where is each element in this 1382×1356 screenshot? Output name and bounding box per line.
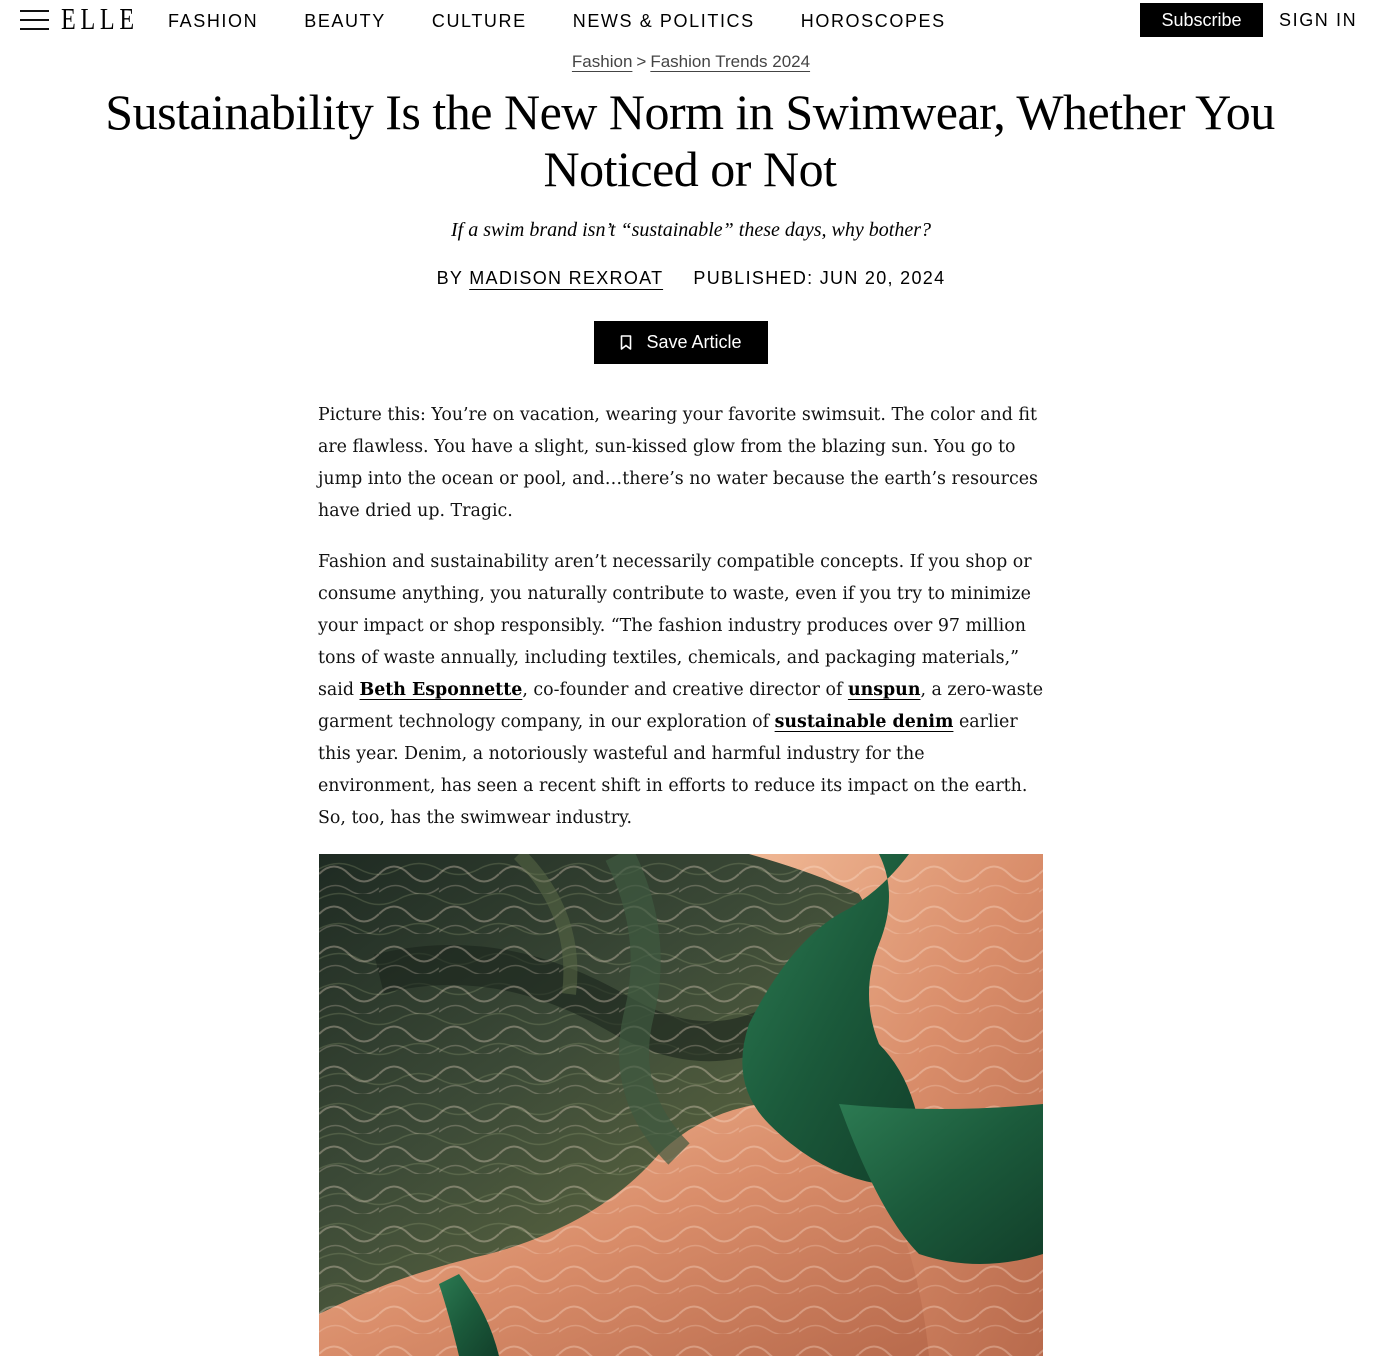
link-sustainable-denim[interactable]: sustainable denim [774,712,954,732]
byline-prefix: BY [436,268,463,288]
site-header [0,0,1382,40]
site-logo[interactable]: ELLE [61,1,139,36]
breadcrumb-fashion[interactable]: Fashion [571,52,633,71]
article-paragraph-2 [318,546,1046,834]
article-hero-image [319,854,1043,1356]
link-beth-esponnette[interactable]: Beth Esponnette [359,680,523,700]
paragraph-2-text-2: , co-founder and creative director of [522,680,848,700]
breadcrumb-fashion-trends-2024[interactable]: Fashion Trends 2024 [650,52,811,71]
bookmark-icon [620,335,632,350]
breadcrumb [0,50,1382,74]
nav-news-politics[interactable]: NEWS & POLITICS [572,11,755,31]
breadcrumb-separator: > [636,52,647,71]
nav-culture[interactable]: CULTURE [431,11,527,31]
main-nav [168,9,992,33]
save-article-button[interactable] [594,321,768,364]
article-title: Sustainability Is the New Norm in Swimwear, Whether You Noticed or Not [105,84,1275,197]
article-body [318,399,1046,853]
paragraph-2-text-4: earlier this year. Denim, a notoriously wasteful and harmful industry for the environment, has seen a recent shift in efforts to reduce its impact on the earth. So, too, has the swimwear industry. [318,712,1028,828]
sign-in-link[interactable]: SIGN IN [1279,10,1358,30]
author-link[interactable]: MADISON REXROAT [469,268,664,288]
article-dek: If a swim brand isn’t “sustainable” these days, why bother? [450,219,931,241]
byline [0,266,1382,290]
swimwear-photo [319,854,1043,1356]
link-unspun[interactable]: unspun [847,680,921,700]
nav-fashion[interactable]: FASHION [168,11,259,31]
nav-beauty[interactable]: BEAUTY [304,11,386,31]
paragraph-2-text-1: Fashion and sustainability aren’t necessarily compatible concepts. If you shop or consume anything, you naturally contribute to waste, even if you try to minimize your impact or shop responsibly. “The fashion industry produces over 97 million tons of waste annually, including textiles, chemicals, and packaging materials,” said [318,552,1032,700]
article-paragraph-1: Picture this: You’re on vacation, wearing your favorite swimsuit. The color and fit are flawless. You have a slight, sun-kissed glow from the blazing sun. You go to jump into the ocean or pool, and…there’s no water because the earth’s resources have dried up. Tragic. [318,405,1038,521]
published-date: PUBLISHED: JUN 20, 2024 [693,268,946,288]
nav-horoscopes[interactable]: HOROSCOPES [800,11,946,31]
save-article-label: Save Article [646,332,742,352]
hamburger-menu-icon[interactable] [20,7,50,33]
paragraph-2-text-3: , a zero-waste garment technology company, in our exploration of [318,680,1043,732]
subscribe-button[interactable]: Subscribe [1140,3,1263,37]
